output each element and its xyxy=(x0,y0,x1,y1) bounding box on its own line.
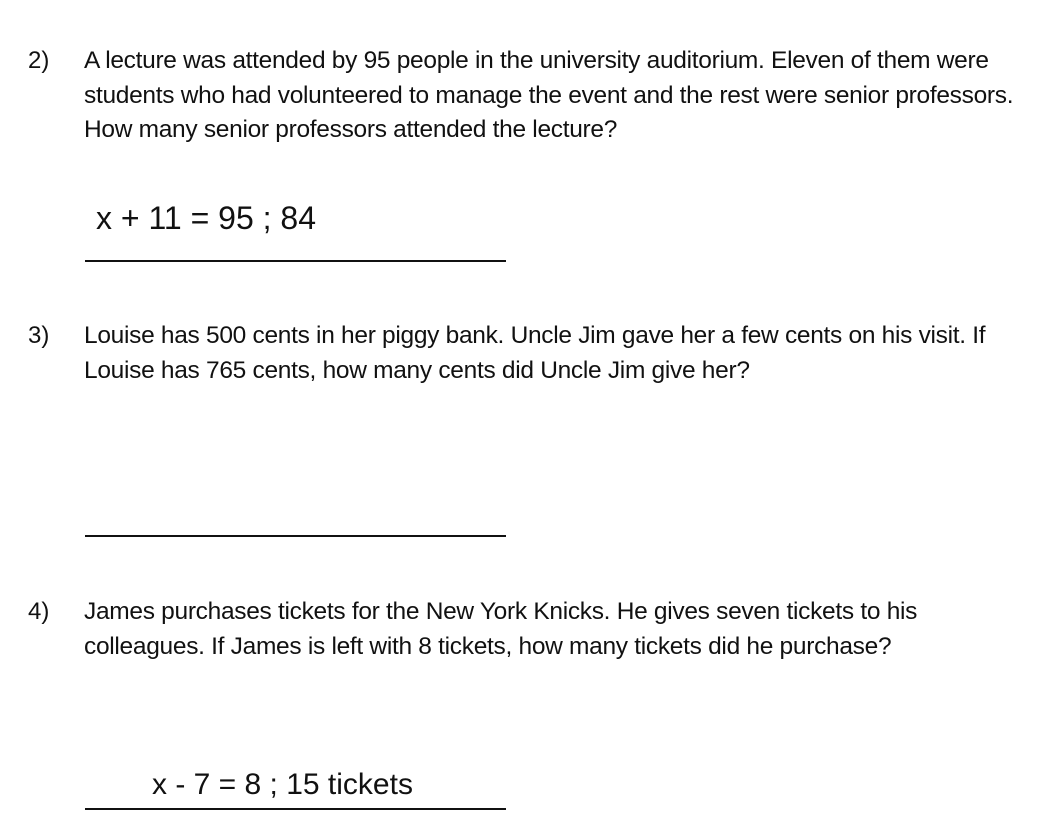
problem-number: 2) xyxy=(28,47,50,74)
answer-line xyxy=(85,535,506,537)
handwritten-answer: x - 7 = 8 ; 15 tickets xyxy=(152,768,413,801)
answer-line xyxy=(85,260,506,262)
problem-question: A lecture was attended by 95 people in the university auditorium. Eleven of them were students who had volunteered to manage the event and the rest were senior professors. How many senior professors attended the lecture? xyxy=(84,47,1014,143)
problem-question: Louise has 500 cents in her piggy bank. Uncle Jim gave her a few cents on his visit. If Louise has 765 cents, how many cents did Uncle Jim give her? xyxy=(84,322,986,384)
answer-line xyxy=(85,808,506,810)
problem-number: 3) xyxy=(28,322,50,349)
problem-number: 4) xyxy=(28,598,50,625)
handwritten-answer: x + 11 = 95 ; 84 xyxy=(96,200,317,236)
problem-question: James purchases tickets for the New York Knicks. He gives seven tickets to his colleagues. If James is left with 8 tickets, how many tickets did he purchase? xyxy=(84,598,918,660)
